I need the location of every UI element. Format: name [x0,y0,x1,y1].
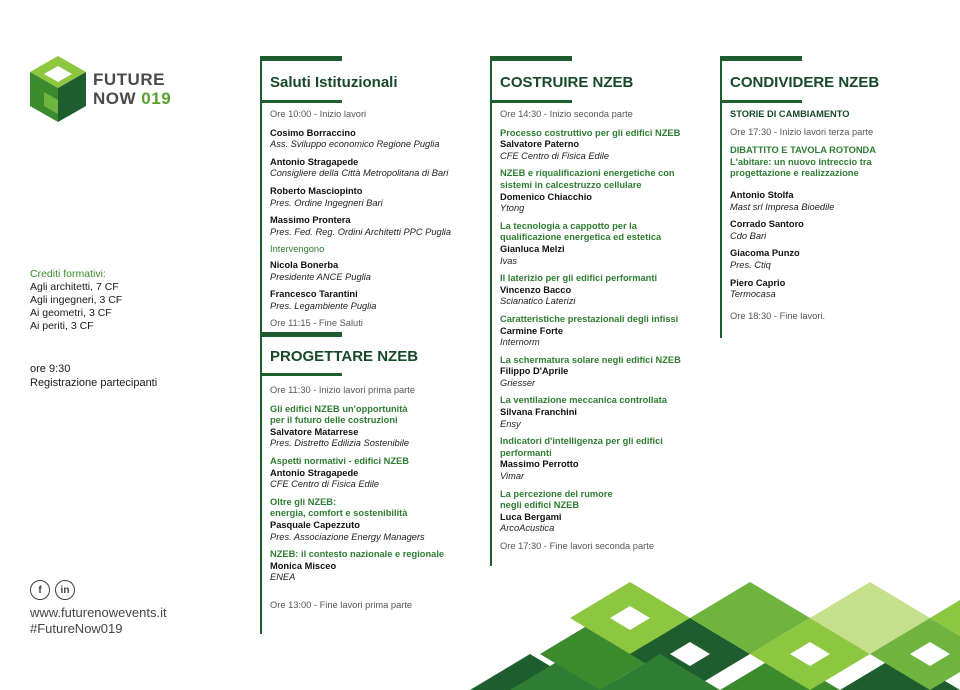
talk-title: NZEB: il contesto nazionale e regionale [270,549,445,560]
speaker-role: Ass. Sviluppo economico Regione Puglia [270,139,440,150]
section-title-costruire: COSTRUIRE NZEB [500,74,634,91]
brand-logo [30,56,190,126]
brand-line1: FUTURE [93,70,165,89]
speaker-entry [730,190,935,213]
credit-item: Agli ingegneri, 3 CF [30,294,123,306]
speaker-name: Giacoma Punzo [730,248,800,259]
speaker-name: Antonio Stragapede [270,156,359,167]
progettare-items [270,385,475,619]
talk-title: NZEB e riqualificazioni energetiche con [500,168,675,179]
speaker-role: Pres. Legambiente Puglia [270,300,377,311]
talk-entry [500,168,705,214]
registration-label: Registrazione partecipanti [30,377,158,389]
speaker-role: Pres. Distretto Edilizia Sostenibile [270,438,409,449]
brand-line2 [93,89,171,108]
talk-title: negli edifici NZEB [500,500,580,511]
speaker-role: Presidente ANCE Puglia [270,271,371,282]
speaker-name: Carmine Forte [500,325,564,336]
social-links [30,580,75,602]
speaker-name: Gianluca Melzi [500,243,565,254]
speaker-name: Massimo Perrotto [500,459,579,470]
talk-entry [500,489,705,535]
speaker-role: Ytong [500,203,525,214]
column-top-bar [490,56,572,61]
talk-title: Caratteristiche prestazionali degli infissi [500,313,679,324]
speaker-role: Mast srl Impresa Bioedile [730,201,835,212]
talk-entry [270,404,475,450]
speaker-role: Cdo Bari [730,230,767,241]
credit-item: Ai periti, 3 CF [30,320,94,332]
speaker-role: ENEA [270,572,296,583]
speaker-role: Scianatico Laterizi [500,296,576,307]
talk-title: Processo costruttivo per gli edifici NZEB [500,127,681,138]
section-title-progettare: PROGETTARE NZEB [270,348,419,365]
speaker-role: Griesser [500,377,536,388]
speaker-role: CFE Centro di Fisica Edile [500,150,610,161]
talk-title: energia, comfort e sostenibilità [270,508,408,519]
speaker-name: Silvana Franchini [500,407,577,418]
session-end-time: Ore 17:30 - Fine lavori seconda parte [500,541,654,551]
section-title-condividere: CONDIVIDERE NZEB [730,74,880,91]
section-title-saluti: Saluti Istituzionali [270,74,398,91]
speaker-role: ArcoAcustica [500,523,555,534]
talk-title: La percezione del rumore [500,488,613,499]
condividere-items [730,109,935,329]
speaker-role: Ensy [500,418,521,429]
speaker-name: Pasquale Capezzuto [270,519,360,530]
column-top-bar [260,56,342,61]
talk-entry [270,456,475,491]
session-end-time: Ore 11:15 - Fine Saluti [270,318,363,329]
brand-name [93,70,171,108]
speaker-name: Cosimo Borraccino [270,127,356,138]
column-saluti-progettare [260,56,475,634]
talk-entry [500,436,705,482]
saluti-items [270,109,475,337]
talk-title: sistemi in calcestruzzo cellulare [500,179,642,190]
hashtag: #FutureNow019 [30,621,123,636]
speaker-role: Pres. Associazione Energy Managers [270,531,425,542]
talk-title: Il laterizio per gli edifici performanti [500,273,658,284]
debate-title: DIBATTITO E TAVOLA ROTONDA [730,145,876,156]
website-link[interactable]: www.futurenowevents.it [30,605,167,620]
talk-title: La tecnologia a cappotto per la [500,220,637,231]
speaker-name: Salvatore Matarrese [270,426,359,437]
speaker-entry [730,219,935,242]
speaker-name: Corrado Santoro [730,219,804,230]
talk-entry [500,128,705,163]
talk-entry [500,395,705,430]
speaker-entry [730,278,935,301]
speaker-role: Pres. Fed. Reg. Ordini Architetti PPC Puglia [270,226,452,237]
speaker-role: Pres. Ctiq [730,259,771,270]
speaker-role: Vimar [500,471,525,482]
column-condividere [720,56,935,338]
brand-year: 019 [141,89,172,108]
speaker-role: Internorm [500,337,540,348]
credit-item: Ai geometri, 3 CF [30,307,112,319]
talk-entry [500,355,705,390]
session-start-time: Ore 10:00 - Inizio lavori [270,109,367,119]
footer-links [30,605,167,637]
speaker-entry [270,157,475,180]
logo-hexagon-icon [30,56,86,122]
section-divider-bar [260,332,342,337]
speaker-entry [270,186,475,209]
talk-title: Gli edifici NZEB un'opportunità [270,403,408,414]
talk-entry [270,549,475,584]
speaker-role: Consigliere della Città Metropolitana di Bari [270,168,449,179]
talk-title: performanti [500,447,552,458]
section-underline [260,100,342,103]
talk-entry [500,221,705,267]
speaker-name: Vincenzo Bacco [500,284,572,295]
speaker-name: Monica Misceo [270,560,337,571]
column-costruire [490,56,705,566]
speaker-name: Salvatore Paterno [500,139,580,150]
speaker-name: Domenico Chiacchio [500,191,592,202]
costruire-items [500,109,705,560]
speaker-role: CFE Centro di Fisica Edile [270,479,380,490]
speaker-name: Filippo D'Aprile [500,366,569,377]
talk-title: La ventilazione meccanica controllata [500,395,667,406]
debate-topic: L'abitare: un nuovo intreccio tra [730,156,872,167]
speaker-name: Francesco Tarantini [270,289,358,300]
speaker-entry [270,260,475,283]
talk-title: per il futuro delle costruzioni [270,415,398,426]
speaker-name: Nicola Bonerba [270,259,339,270]
talk-entry [500,273,705,308]
speaker-name: Piero Caprio [730,277,786,288]
linkedin-icon[interactable]: in [55,580,75,600]
session-start-time: Ore 11:30 - Inizio lavori prima parte [270,385,416,395]
registration-time: ore 9:30 [30,363,71,375]
speaker-role: Ivas [500,255,518,266]
registration-block [30,362,157,390]
facebook-icon[interactable]: f [30,580,50,600]
speaker-entry [270,215,475,238]
talk-entry [500,314,705,349]
speaker-role: Pres. Ordine Ingegneri Bari [270,197,383,208]
decorative-hexagon-pattern [470,582,960,690]
speaker-name: Massimo Prontera [270,215,351,226]
speaker-entry [270,128,475,151]
session-start-time: Ore 17:30 - Inizio lavori terza parte [730,126,874,137]
talk-title: qualificazione energetica ed estetica [500,232,662,243]
session-start-time: Ore 14:30 - Inizio seconda parte [500,109,633,119]
speaker-name: Luca Bergami [500,511,562,522]
section-underline [490,100,572,103]
talk-title: Oltre gli NZEB: [270,496,337,507]
brand-now: NOW [93,89,137,108]
session-end-time: Ore 18:30 - Fine lavori. [730,310,826,321]
debate-block [730,145,935,180]
section-underline [260,373,342,376]
talk-title: Aspetti normativi - edifici NZEB [270,455,409,466]
speaker-entry [730,248,935,271]
section-subtitle: STORIE DI CAMBIAMENTO [730,109,850,119]
session-end-time: Ore 13:00 - Fine lavori prima parte [270,599,413,610]
debate-topic: progettazione e realizzazione [730,168,859,179]
speaker-entry [270,289,475,312]
talk-entry [270,497,475,543]
speaker-name: Antonio Stragapede [270,467,359,478]
column-top-bar [720,56,802,61]
speaker-name: Antonio Stolfa [730,189,794,200]
talk-title: La schermatura solare negli edifici NZEB [500,354,681,365]
credits-title: Crediti formativi: [30,268,106,280]
section-underline [720,100,802,103]
speaker-name: Roberto Masciopinto [270,185,363,196]
intervengono-label: Intervengono [270,244,325,255]
talk-title: Indicatori d'intelligenza per gli edifici [500,436,663,447]
credit-item: Agli architetti, 7 CF [30,281,119,293]
credits-block [30,268,122,333]
speaker-role: Termocasa [730,289,776,300]
